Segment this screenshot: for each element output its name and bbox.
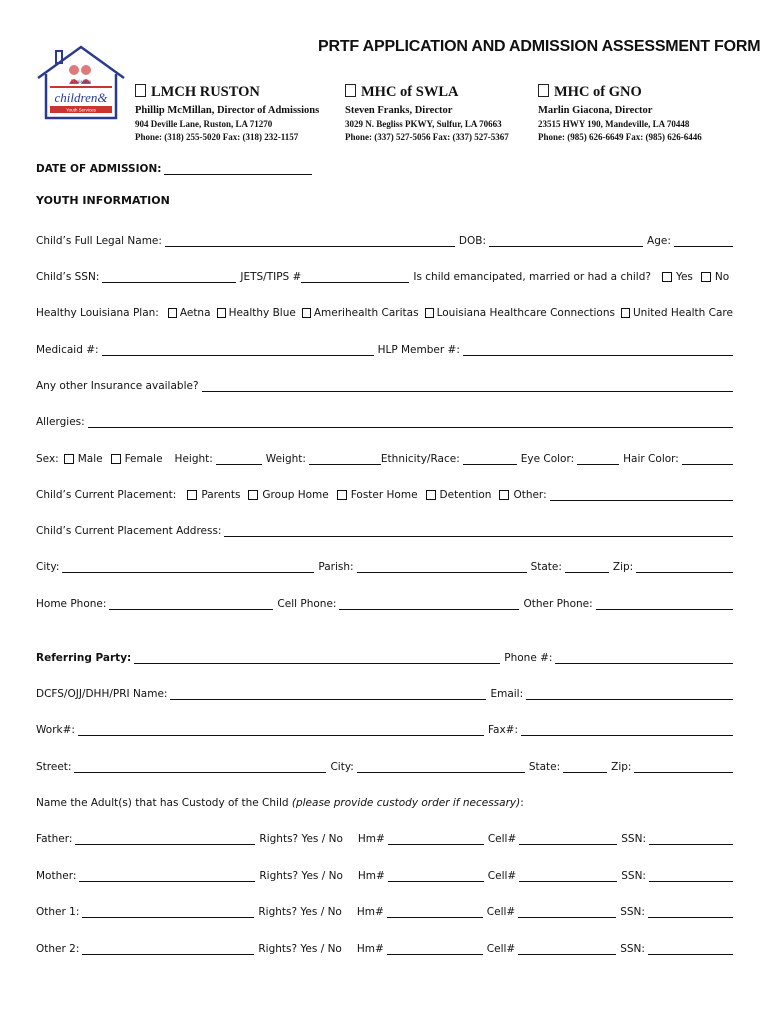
emancipated-label: Is child emancipated, married or had a child? — [413, 271, 651, 283]
ethnicity-label: Ethnicity/Race: — [380, 453, 460, 465]
site-contact: Phone: (337) 527-5056 Fax: (337) 527-5367 — [345, 132, 509, 142]
custody-father-row — [36, 829, 733, 845]
dcfs-row — [36, 684, 733, 700]
dob-field[interactable] — [489, 235, 643, 247]
site-mhc-swla — [345, 84, 509, 142]
fax-label: Fax#: — [487, 724, 518, 736]
logo-text-bottom: Youth Services — [66, 107, 96, 113]
state-label: State: — [530, 561, 562, 573]
hlp-label: HLP Member #: — [377, 344, 460, 356]
weight-label: Weight: — [265, 453, 306, 465]
city-label: City: — [36, 561, 60, 573]
custody-other2-row — [36, 939, 733, 955]
cell-phone-label: Cell Phone: — [277, 598, 337, 610]
site-name: MHC of SWLA — [361, 84, 459, 100]
zip-label: Zip: — [612, 561, 634, 573]
referring-phone-field[interactable] — [555, 652, 733, 664]
plan-lhc-checkbox[interactable] — [425, 308, 434, 318]
mother-name-field[interactable] — [79, 870, 255, 882]
weight-field[interactable] — [309, 453, 381, 465]
placement-foster-home-label: Foster Home — [350, 489, 418, 501]
youth-information-heading: YOUTH INFORMATION — [36, 194, 170, 207]
parish-label: Parish: — [318, 561, 354, 573]
physical-description-row — [36, 449, 733, 465]
current-placement-row — [36, 485, 733, 501]
allergies-field[interactable] — [88, 416, 733, 428]
allergies-row — [36, 412, 733, 428]
placement-group-home-label: Group Home — [262, 489, 329, 501]
placement-detention-label: Detention — [439, 489, 492, 501]
father-rights-label: Rights? Yes / No — [259, 833, 343, 845]
ethnicity-field[interactable] — [463, 453, 517, 465]
father-cell-label: Cell# — [487, 833, 517, 845]
site-name: MHC of GNO — [554, 84, 642, 100]
plan-healthy-blue-label: Healthy Blue — [228, 307, 296, 319]
medicaid-field[interactable] — [102, 344, 374, 356]
medicaid-row — [36, 340, 733, 356]
referring-state-label: State: — [528, 761, 561, 773]
placement-foster-home-checkbox[interactable] — [337, 490, 347, 500]
placement-detention-checkbox[interactable] — [426, 490, 436, 500]
sex-label: Sex: — [36, 453, 59, 465]
custody-note: (please provide custody order if necessary) — [291, 797, 521, 809]
work-row — [36, 720, 733, 736]
father-cell-field[interactable] — [519, 833, 617, 845]
eye-color-field[interactable] — [577, 453, 619, 465]
organization-logo — [34, 44, 128, 122]
child-ssn-row — [36, 267, 733, 283]
mother-hm-field[interactable] — [388, 870, 484, 882]
home-phone-label: Home Phone: — [36, 598, 107, 610]
jets-field[interactable] — [301, 271, 409, 283]
referring-phone-label: Phone #: — [504, 652, 553, 664]
plan-uhc-label: United Health Care — [633, 307, 733, 319]
placement-address-row — [36, 521, 733, 537]
height-field[interactable] — [216, 453, 262, 465]
form-title: PRTF APPLICATION AND ADMISSION ASSESSMENT FORM — [318, 38, 761, 55]
other-insurance-row — [36, 376, 733, 392]
mother-hm-label: Hm# — [357, 870, 385, 882]
other1-cell-field[interactable] — [518, 906, 616, 918]
placement-label: Child’s Current Placement: — [36, 489, 177, 501]
dcfs-label: DCFS/OJJ/DHH/PRI Name: — [36, 688, 168, 700]
custody-other1-row — [36, 902, 733, 918]
father-ssn-label: SSN: — [621, 833, 646, 845]
mother-ssn-field[interactable] — [649, 870, 733, 882]
healthy-louisiana-label: Healthy Louisiana Plan: — [36, 307, 159, 319]
other1-hm-field[interactable] — [387, 906, 483, 918]
plan-uhc-checkbox[interactable] — [621, 308, 630, 318]
site-director: Phillip McMillan, Director of Admissions — [135, 105, 320, 116]
site-checkbox[interactable] — [538, 84, 549, 97]
other2-hm-field[interactable] — [387, 943, 483, 955]
date-of-admission-field[interactable] — [164, 163, 312, 175]
site-director: Marlin Giacona, Director — [538, 105, 653, 116]
father-hm-field[interactable] — [388, 833, 484, 845]
referring-state-field[interactable] — [563, 761, 607, 773]
hlp-field[interactable] — [463, 344, 733, 356]
plan-healthy-blue-checkbox[interactable] — [217, 308, 226, 318]
city-field[interactable] — [62, 561, 314, 573]
placement-parents-label: Parents — [201, 489, 241, 501]
referring-city-field[interactable] — [357, 761, 525, 773]
sex-male-label: Male — [77, 453, 103, 465]
street-label: Street: — [36, 761, 72, 773]
mother-rights-label: Rights? Yes / No — [259, 870, 343, 882]
plan-aetna-checkbox[interactable] — [168, 308, 177, 318]
phones-row — [36, 594, 733, 610]
placement-group-home-checkbox[interactable] — [248, 490, 258, 500]
other1-rights-label: Rights? Yes / No — [258, 906, 342, 918]
dob-label: DOB: — [458, 235, 487, 247]
other1-label: Other 1: — [36, 906, 80, 918]
other-insurance-label: Any other Insurance available? — [36, 380, 199, 392]
other1-ssn-label: SSN: — [620, 906, 645, 918]
site-lmch-ruston — [135, 84, 319, 142]
father-label: Father: — [36, 833, 73, 845]
plan-amerihealth-label: Amerihealth Caritas — [313, 307, 419, 319]
street-row — [36, 757, 733, 773]
site-address: 23515 HWY 190, Mandeville, LA 70448 — [538, 119, 690, 129]
site-address: 904 Deville Lane, Ruston, LA 71270 — [135, 119, 273, 129]
referring-zip-field[interactable] — [634, 761, 733, 773]
other2-label: Other 2: — [36, 943, 80, 955]
zip-field[interactable] — [636, 561, 733, 573]
other2-cell-field[interactable] — [518, 943, 616, 955]
father-hm-label: Hm# — [357, 833, 385, 845]
father-ssn-field[interactable] — [649, 833, 733, 845]
custody-mother-row — [36, 866, 733, 882]
referring-party-field[interactable] — [134, 652, 500, 664]
child-ssn-field[interactable] — [102, 271, 236, 283]
other2-hm-label: Hm# — [356, 943, 384, 955]
hair-color-field[interactable] — [682, 453, 733, 465]
other1-ssn-field[interactable] — [648, 906, 733, 918]
street-field[interactable] — [74, 761, 326, 773]
mother-ssn-label: SSN: — [621, 870, 646, 882]
emancipated-no-label: No — [714, 271, 730, 283]
other2-ssn-label: SSN: — [620, 943, 645, 955]
emancipated-no-checkbox[interactable] — [701, 272, 711, 282]
child-ssn-label: Child’s SSN: — [36, 271, 100, 283]
eye-color-label: Eye Color: — [520, 453, 575, 465]
site-checkbox[interactable] — [135, 84, 146, 97]
site-contact: Phone: (318) 255-5020 Fax: (318) 232-1157 — [135, 132, 299, 142]
placement-other-field[interactable] — [550, 489, 733, 501]
other2-cell-label: Cell# — [486, 943, 516, 955]
placement-city-row — [36, 557, 733, 573]
dcfs-field[interactable] — [170, 688, 486, 700]
site-mhc-gno — [538, 84, 702, 142]
emancipated-yes-checkbox[interactable] — [662, 272, 672, 282]
plan-amerihealth-checkbox[interactable] — [302, 308, 311, 318]
email-field[interactable] — [526, 688, 733, 700]
child-name-row — [36, 231, 733, 247]
other1-hm-label: Hm# — [356, 906, 384, 918]
healthy-louisiana-row — [36, 303, 733, 319]
age-field[interactable] — [674, 235, 733, 247]
referring-party-row — [36, 648, 733, 664]
date-of-admission-row — [36, 159, 316, 175]
custody-instruction — [36, 793, 733, 809]
hair-color-label: Hair Color: — [623, 453, 679, 465]
child-name-field[interactable] — [165, 235, 455, 247]
email-label: Email: — [490, 688, 524, 700]
other-insurance-field[interactable] — [202, 380, 733, 392]
age-label: Age: — [647, 235, 671, 247]
logo-text-main: children& — [54, 90, 108, 105]
sex-male-checkbox[interactable] — [64, 454, 74, 464]
child-name-label: Child’s Full Legal Name: — [36, 235, 162, 247]
other2-name-field[interactable] — [82, 943, 254, 955]
other-phone-label: Other Phone: — [523, 598, 593, 610]
custody-end: : — [520, 797, 524, 809]
site-director: Steven Franks, Director — [345, 105, 453, 116]
work-field[interactable] — [78, 724, 484, 736]
date-of-admission-label: DATE OF ADMISSION: — [36, 163, 162, 175]
plan-lhc-label: Louisiana Healthcare Connections — [436, 307, 615, 319]
custody-text: Name the Adult(s) that has Custody of the Child — [36, 797, 289, 809]
other-phone-field[interactable] — [596, 598, 733, 610]
home-phone-field[interactable] — [109, 598, 273, 610]
referring-party-label: Referring Party: — [36, 652, 132, 664]
placement-other-label: Other: — [513, 489, 547, 501]
mother-cell-label: Cell# — [487, 870, 517, 882]
sex-female-checkbox[interactable] — [111, 454, 121, 464]
other1-cell-label: Cell# — [486, 906, 516, 918]
site-name: LMCH RUSTON — [151, 84, 260, 100]
other1-name-field[interactable] — [82, 906, 254, 918]
sex-female-label: Female — [124, 453, 163, 465]
allergies-label: Allergies: — [36, 416, 85, 428]
site-contact: Phone: (985) 626-6649 Fax: (985) 626-6446 — [538, 132, 702, 142]
referring-city-label: City: — [330, 761, 354, 773]
mother-cell-field[interactable] — [519, 870, 617, 882]
medicaid-label: Medicaid #: — [36, 344, 99, 356]
fax-field[interactable] — [521, 724, 733, 736]
cell-phone-field[interactable] — [339, 598, 519, 610]
state-field[interactable] — [565, 561, 609, 573]
height-label: Height: — [174, 453, 213, 465]
placement-other-checkbox[interactable] — [499, 490, 509, 500]
jets-label: JETS/TIPS # — [240, 271, 302, 283]
work-label: Work#: — [36, 724, 75, 736]
site-checkbox[interactable] — [345, 84, 356, 97]
placement-address-field[interactable] — [224, 525, 733, 537]
other2-ssn-field[interactable] — [648, 943, 733, 955]
placement-address-label: Child’s Current Placement Address: — [36, 525, 222, 537]
site-address: 3029 N. Begliss PKWY, Sulfur, LA 70663 — [345, 119, 502, 129]
father-name-field[interactable] — [75, 833, 255, 845]
emancipated-yes-label: Yes — [675, 271, 693, 283]
logo-text-top: Louisiana — [71, 80, 91, 85]
referring-zip-label: Zip: — [611, 761, 632, 773]
parish-field[interactable] — [357, 561, 527, 573]
plan-aetna-label: Aetna — [179, 307, 211, 319]
mother-label: Mother: — [36, 870, 77, 882]
placement-parents-checkbox[interactable] — [187, 490, 197, 500]
other2-rights-label: Rights? Yes / No — [258, 943, 342, 955]
